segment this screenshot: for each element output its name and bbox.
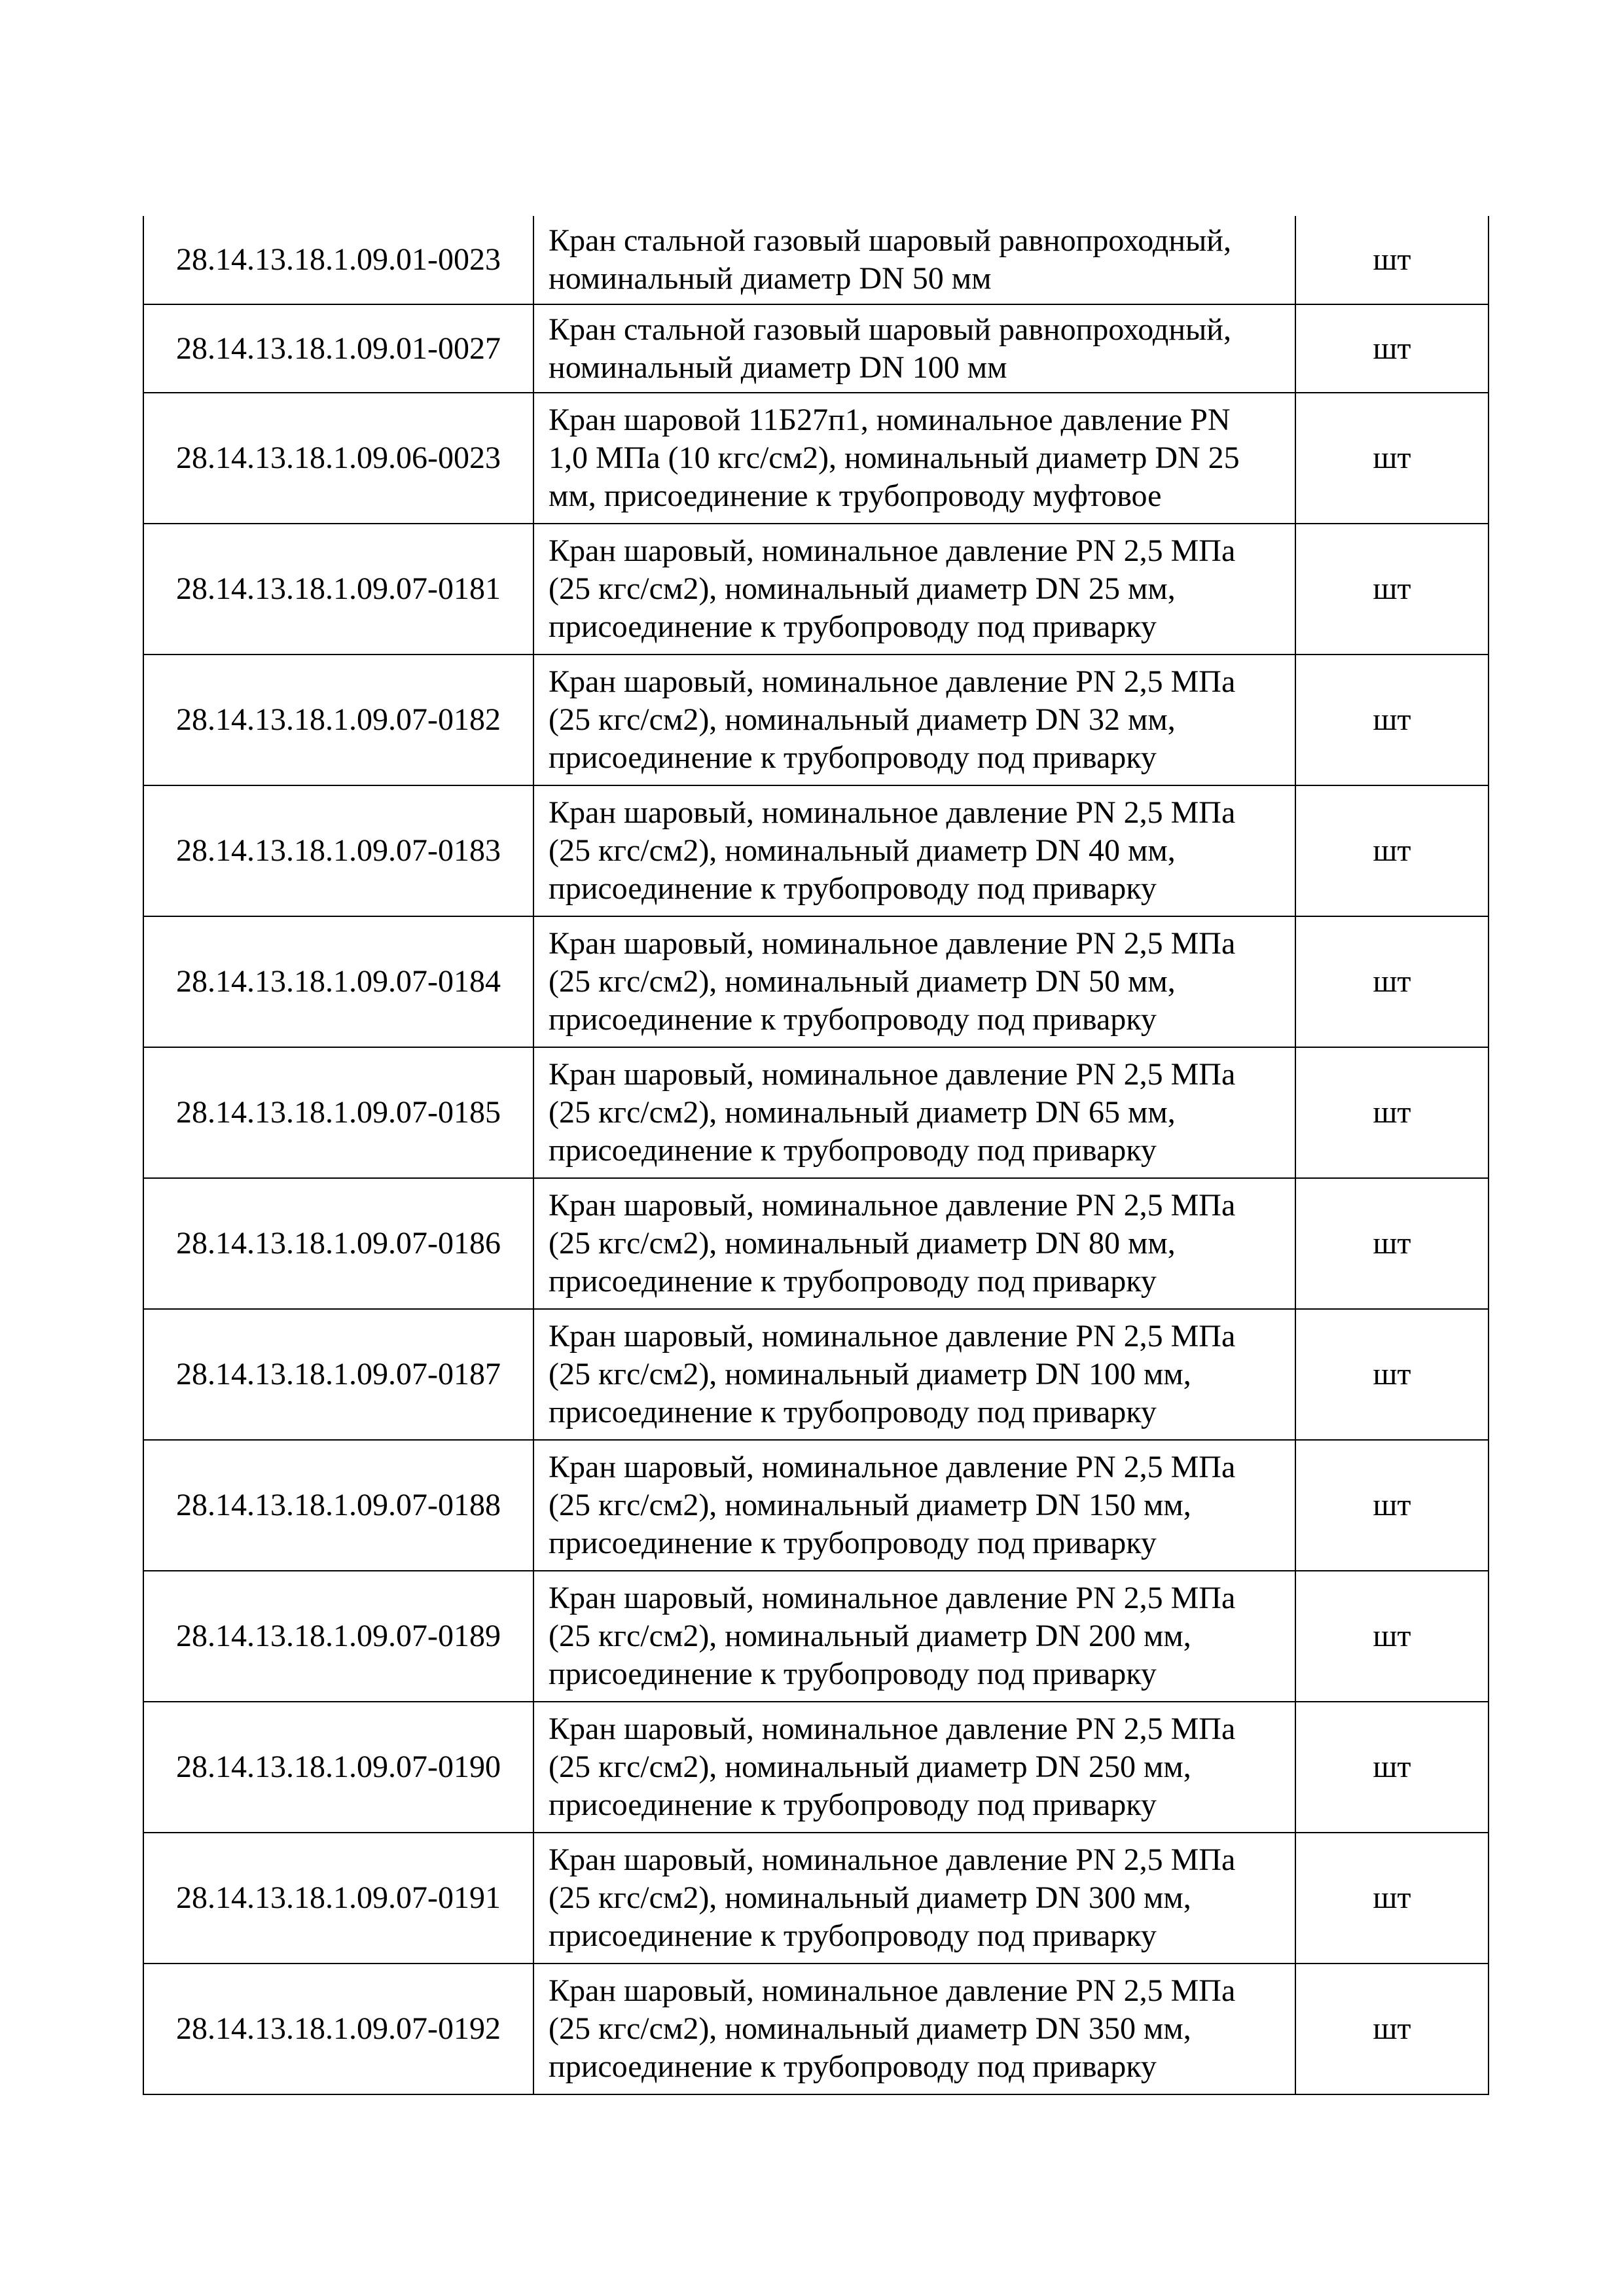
description-line: присоединение к трубопроводу под приварку [549,1787,1157,1822]
cell-code: 28.14.13.18.1.09.07-0185 [143,1047,533,1178]
description-line: присоединение к трубопроводу под приварку [549,1395,1157,1429]
cell-description [533,216,1295,304]
cell-description [533,655,1295,785]
table-row [143,216,1489,304]
description-line: присоединение к трубопроводу под приварку [549,2049,1157,2084]
cell-unit: шт [1295,785,1489,916]
description-line: Кран шаровый, номинальное давление PN 2,5 МПа [549,926,1236,961]
cell-unit: шт [1295,524,1489,655]
description-line: присоединение к трубопроводу под приварку [549,1918,1157,1953]
description-line: присоединение к трубопроводу под приварку [549,1264,1157,1299]
cell-description [533,1047,1295,1178]
description-line: (25 кгс/см2), номинальный диаметр DN 250 мм, [549,1749,1191,1784]
description-line: присоединение к трубопроводу под приварку [549,1002,1157,1037]
description-line: мм, присоединение к трубопроводу муфтовое [549,478,1162,513]
cell-code: 28.14.13.18.1.09.07-0188 [143,1440,533,1571]
cell-unit: шт [1295,1309,1489,1440]
description-line: Кран шаровый, номинальное давление PN 2,5 МПа [549,1057,1236,1092]
description-line: Кран стальной газовый шаровый равнопроходный, [549,223,1231,258]
description-line: Кран шаровый, номинальное давление PN 2,5 МПа [549,1973,1236,2008]
cell-code: 28.14.13.18.1.09.01-0027 [143,304,533,393]
cell-unit: шт [1295,216,1489,304]
table-row [143,1178,1489,1309]
table-row [143,1440,1489,1571]
description-line: Кран шаровый, номинальное давление PN 2,5 МПа [549,795,1236,830]
description-line: 1,0 МПа (10 кгс/см2), номинальный диаметр DN 25 [549,440,1240,475]
description-line: присоединение к трубопроводу под приварку [549,1657,1157,1691]
cell-unit: шт [1295,1440,1489,1571]
table-row [143,655,1489,785]
cell-description [533,916,1295,1047]
description-line: (25 кгс/см2), номинальный диаметр DN 40 мм, [549,833,1176,868]
description-line: присоединение к трубопроводу под приварку [549,1526,1157,1560]
description-line: Кран шаровый, номинальное давление PN 2,5 МПа [549,1188,1236,1223]
description-line: (25 кгс/см2), номинальный диаметр DN 32 мм, [549,702,1176,737]
cell-code: 28.14.13.18.1.09.07-0182 [143,655,533,785]
cell-unit: шт [1295,1178,1489,1309]
cell-code: 28.14.13.18.1.09.07-0191 [143,1833,533,1964]
cell-description [533,1702,1295,1833]
description-line: присоединение к трубопроводу под приварку [549,1133,1157,1168]
description-line: Кран стальной газовый шаровый равнопроходный, [549,312,1231,347]
description-line: присоединение к трубопроводу под приварку [549,609,1157,644]
materials-table-body [143,216,1489,2094]
cell-code: 28.14.13.18.1.09.06-0023 [143,393,533,524]
cell-description [533,304,1295,393]
cell-unit: шт [1295,1702,1489,1833]
description-line: Кран шаровый, номинальное давление PN 2,5 МПа [549,1450,1236,1484]
description-line: присоединение к трубопроводу под приварку [549,740,1157,775]
description-line: номинальный диаметр DN 100 мм [549,350,1007,385]
cell-unit: шт [1295,1964,1489,2094]
table-row [143,1571,1489,1702]
cell-unit: шт [1295,655,1489,785]
cell-description [533,524,1295,655]
cell-description [533,1440,1295,1571]
table-row [143,393,1489,524]
table-row [143,304,1489,393]
cell-code: 28.14.13.18.1.09.07-0184 [143,916,533,1047]
cell-unit: шт [1295,304,1489,393]
cell-unit: шт [1295,1833,1489,1964]
cell-code: 28.14.13.18.1.09.07-0186 [143,1178,533,1309]
description-line: (25 кгс/см2), номинальный диаметр DN 65 мм, [549,1095,1176,1130]
cell-description [533,393,1295,524]
cell-description [533,785,1295,916]
description-line: (25 кгс/см2), номинальный диаметр DN 25 мм, [549,571,1176,606]
cell-unit: шт [1295,916,1489,1047]
cell-description [533,1571,1295,1702]
description-line: (25 кгс/см2), номинальный диаметр DN 50 мм, [549,964,1176,999]
table-row [143,524,1489,655]
description-line: номинальный диаметр DN 50 мм [549,261,992,296]
description-line: (25 кгс/см2), номинальный диаметр DN 80 мм, [549,1226,1176,1261]
description-line: (25 кгс/см2), номинальный диаметр DN 350 мм, [549,2011,1191,2046]
table-row [143,1047,1489,1178]
description-line: (25 кгс/см2), номинальный диаметр DN 200 мм, [549,1619,1191,1653]
cell-code: 28.14.13.18.1.09.01-0023 [143,216,533,304]
description-line: (25 кгс/см2), номинальный диаметр DN 300 мм, [549,1880,1191,1915]
cell-unit: шт [1295,393,1489,524]
cell-unit: шт [1295,1571,1489,1702]
materials-table [143,216,1489,2095]
description-line: (25 кгс/см2), номинальный диаметр DN 100 мм, [549,1357,1191,1391]
description-line: Кран шаровой 11Б27п1, номинальное давление PN [549,403,1231,437]
table-row [143,1964,1489,2094]
cell-description [533,1833,1295,1964]
cell-code: 28.14.13.18.1.09.07-0192 [143,1964,533,2094]
description-line: Кран шаровый, номинальное давление PN 2,5 МПа [549,1581,1236,1615]
description-line: присоединение к трубопроводу под приварку [549,871,1157,906]
description-line: Кран шаровый, номинальное давление PN 2,5 МПа [549,664,1236,699]
description-line: Кран шаровый, номинальное давление PN 2,5 МПа [549,1842,1236,1877]
cell-description [533,1309,1295,1440]
description-line: (25 кгс/см2), номинальный диаметр DN 150 мм, [549,1488,1191,1522]
cell-code: 28.14.13.18.1.09.07-0189 [143,1571,533,1702]
table-row [143,1833,1489,1964]
description-line: Кран шаровый, номинальное давление PN 2,5 МПа [549,1319,1236,1354]
cell-code: 28.14.13.18.1.09.07-0181 [143,524,533,655]
cell-description [533,1178,1295,1309]
table-row [143,785,1489,916]
description-line: Кран шаровый, номинальное давление PN 2,5 МПа [549,1712,1236,1746]
cell-description [533,1964,1295,2094]
description-line: Кран шаровый, номинальное давление PN 2,5 МПа [549,533,1236,568]
cell-unit: шт [1295,1047,1489,1178]
table-row [143,1309,1489,1440]
table-row [143,916,1489,1047]
cell-code: 28.14.13.18.1.09.07-0187 [143,1309,533,1440]
cell-code: 28.14.13.18.1.09.07-0190 [143,1702,533,1833]
table-row [143,1702,1489,1833]
cell-code: 28.14.13.18.1.09.07-0183 [143,785,533,916]
